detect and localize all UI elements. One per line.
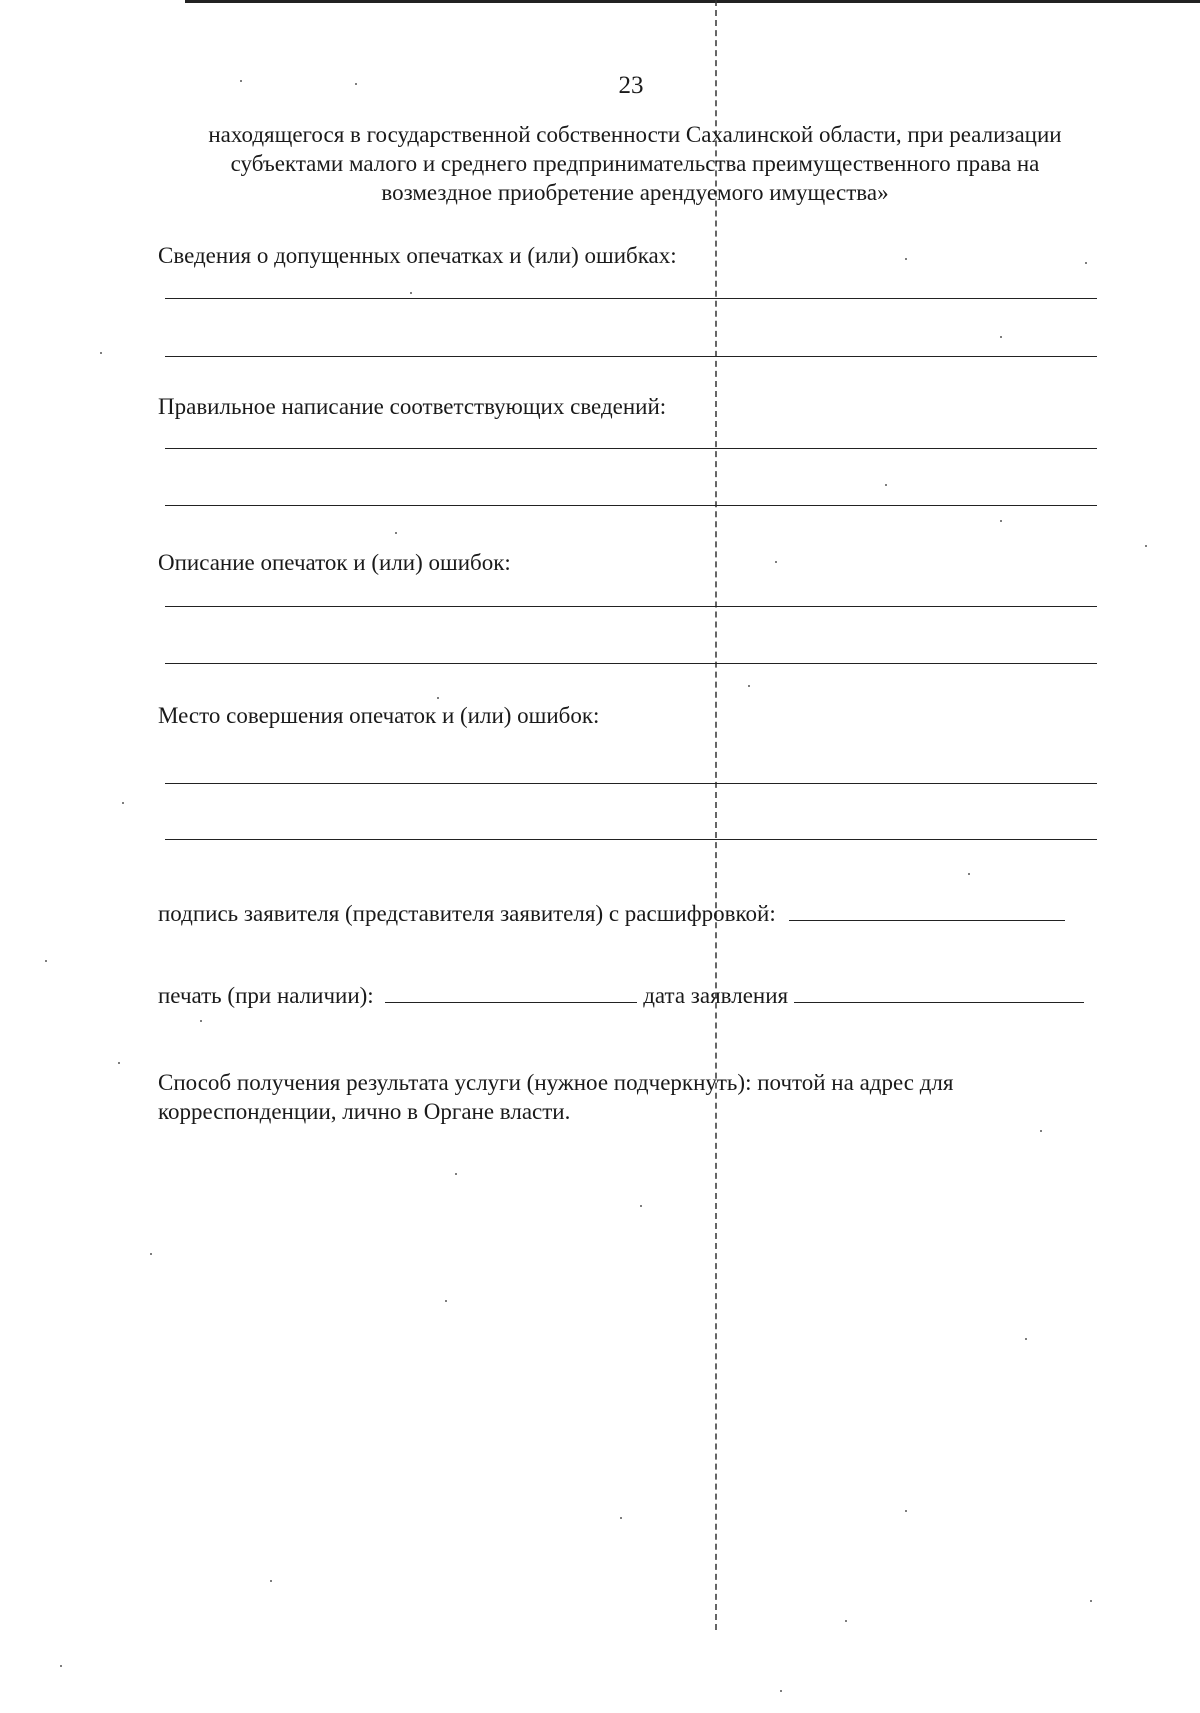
scan-fold-line bbox=[715, 0, 717, 1630]
stamp-label: печать (при наличии): bbox=[158, 983, 374, 1008]
errors-location-line-2[interactable] bbox=[165, 839, 1097, 840]
errors-description-line-2[interactable] bbox=[165, 663, 1097, 664]
heading-line: субъектами малого и среднего предпринимательства преимущественного права на bbox=[230, 151, 1040, 176]
date-field[interactable] bbox=[794, 1001, 1084, 1003]
signature-row bbox=[158, 901, 1065, 927]
scan-top-edge bbox=[185, 0, 1200, 3]
errors-location-line-1[interactable] bbox=[165, 783, 1097, 784]
correct-spelling-label: Правильное написание соответствующих сведений: bbox=[158, 394, 667, 419]
date-label: дата заявления bbox=[643, 983, 789, 1008]
signature-field[interactable] bbox=[789, 919, 1065, 921]
errors-info-line-2[interactable] bbox=[165, 356, 1097, 357]
page-number: 23 bbox=[618, 72, 644, 99]
errors-location-label: Место совершения опечаток и (или) ошибок: bbox=[158, 703, 600, 728]
signature-label: подпись заявителя (представителя заявителя) с расшифровкой: bbox=[158, 901, 776, 926]
heading-line: находящегося в государственной собственности Сахалинской области, при реализации bbox=[208, 122, 1062, 147]
result-method-text: Способ получения результата услуги (нужное подчеркнуть): почтой на адрес для корреспонденции, лично в Органе власти. bbox=[158, 1070, 954, 1124]
correct-spelling-line-1[interactable] bbox=[165, 448, 1097, 449]
heading-line: возмездное приобретение арендуемого имущества» bbox=[381, 180, 889, 205]
errors-info-line-1[interactable] bbox=[165, 298, 1097, 299]
errors-info-label: Сведения о допущенных опечатках и (или) ошибках: bbox=[158, 243, 677, 268]
errors-description-label: Описание опечаток и (или) ошибок: bbox=[158, 550, 511, 575]
stamp-field[interactable] bbox=[385, 1001, 637, 1003]
stamp-date-row bbox=[158, 983, 1084, 1009]
errors-description-line-1[interactable] bbox=[165, 606, 1097, 607]
document-heading bbox=[160, 120, 1110, 207]
correct-spelling-line-2[interactable] bbox=[165, 505, 1097, 506]
